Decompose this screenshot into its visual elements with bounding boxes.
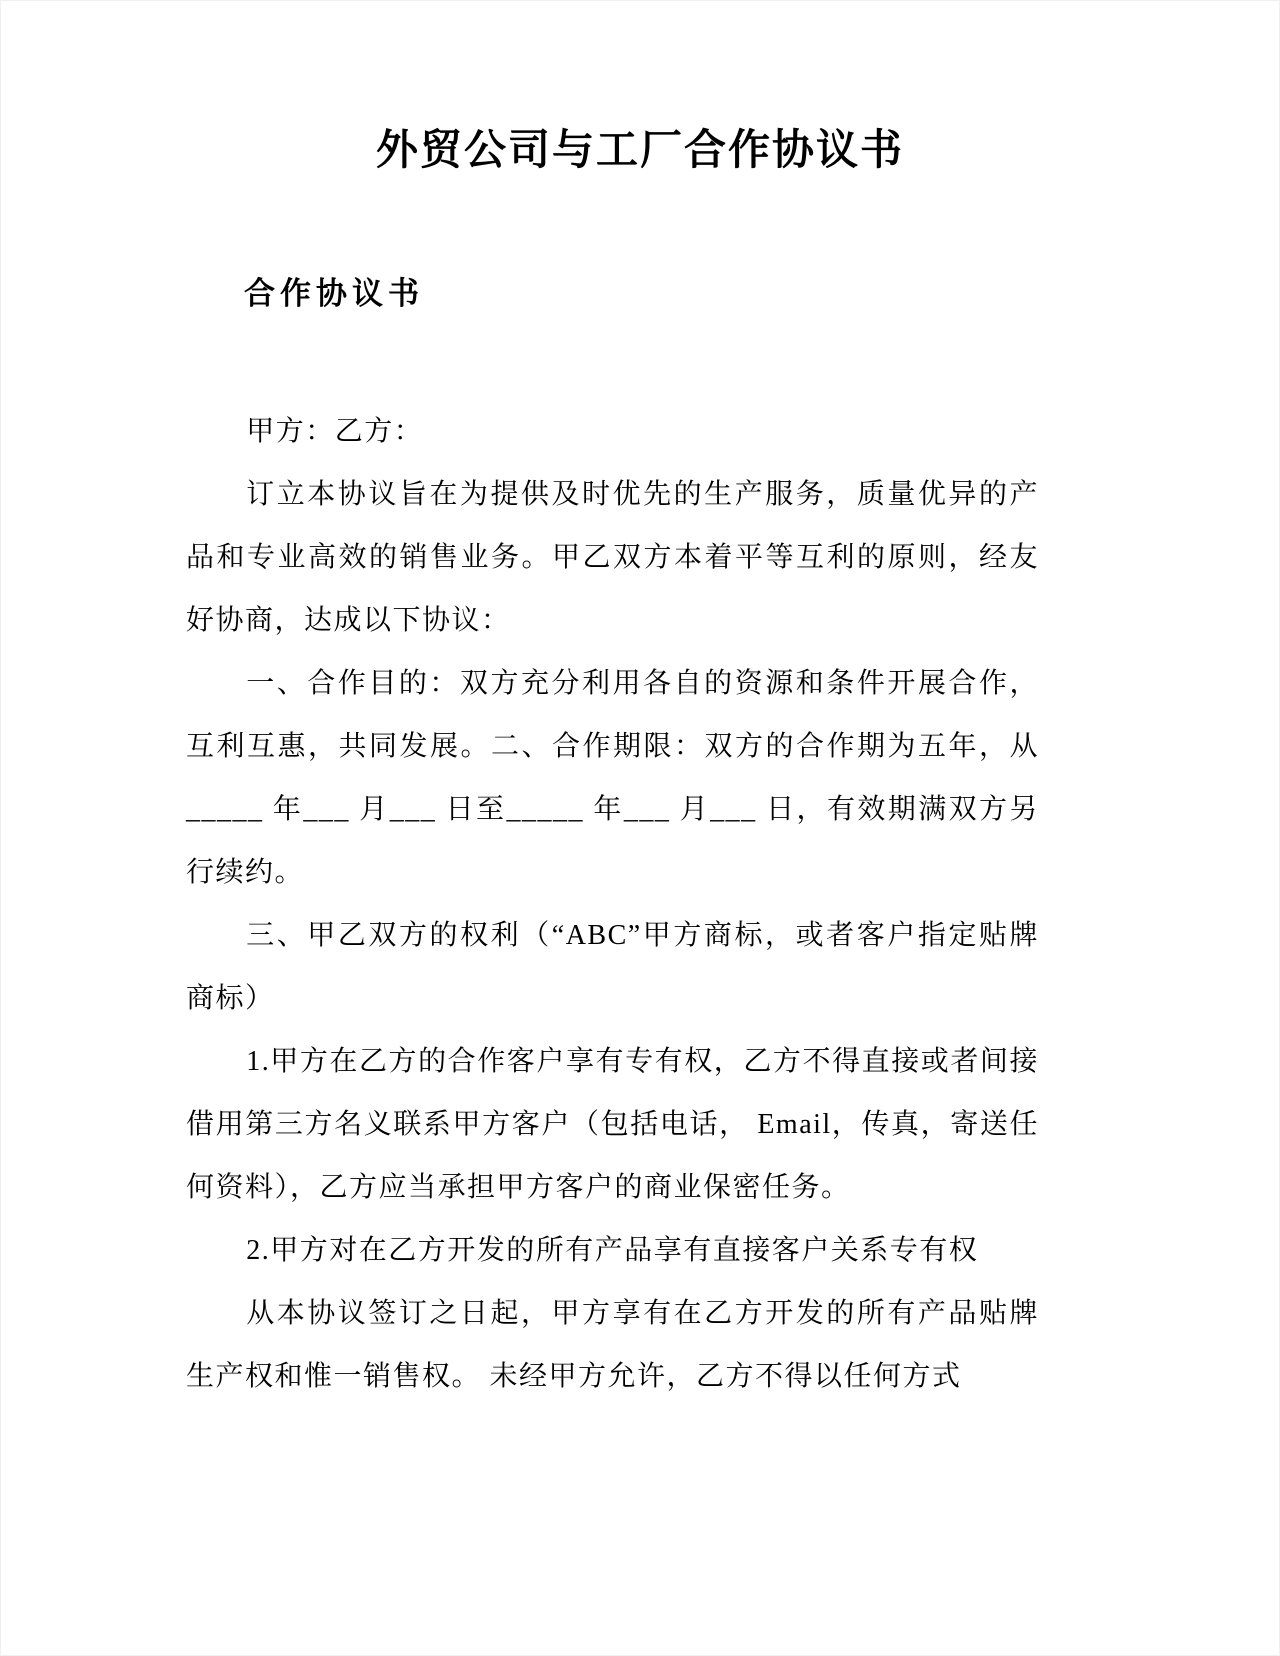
paragraph-clause-3-item-2-detail: 从本协议签订之日起，甲方享有在乙方开发的所有产品贴牌生产权和惟一销售权。 未经甲方允许，乙方不得以任何方式 xyxy=(186,1298,1039,1393)
paragraph-clause-1-2: 一、合作目的：双方充分利用各自的资源和条件开展合作，互利互惠，共同发展。二、合作期限：双方的合作期为五年，从_____ 年___ 月___ 日至_____ 年___ 月___ 日，有效期满双方另行续约。 xyxy=(186,668,1039,889)
paragraph-clause-3-item-1: 1.甲方在乙方的合作客户享有专有权，乙方不得直接或者间接借用第三方名义联系甲方客户（包括电话， Email，传真，寄送任何资料），乙方应当承担甲方客户的商业保密任务。 xyxy=(186,1046,1039,1204)
document-title: 外贸公司与工厂合作协议书 xyxy=(375,128,904,174)
document-body xyxy=(186,400,1039,1408)
paragraph-clause-3: 三、甲乙双方的权利（“ABC”甲方商标，或者客户指定贴牌商标） xyxy=(186,920,1039,1015)
section-heading: 合作协议书 xyxy=(244,276,424,312)
paragraph-parties: 甲方：乙方： xyxy=(246,416,424,448)
paragraph-clause-3-item-2: 2.甲方对在乙方开发的所有产品享有直接客户关系专有权 xyxy=(246,1235,979,1267)
paragraph-preamble: 订立本协议旨在为提供及时优先的生产服务，质量优异的产品和专业高效的销售业务。甲乙双方本着平等互利的原则，经友好协商，达成以下协议： xyxy=(186,479,1039,637)
